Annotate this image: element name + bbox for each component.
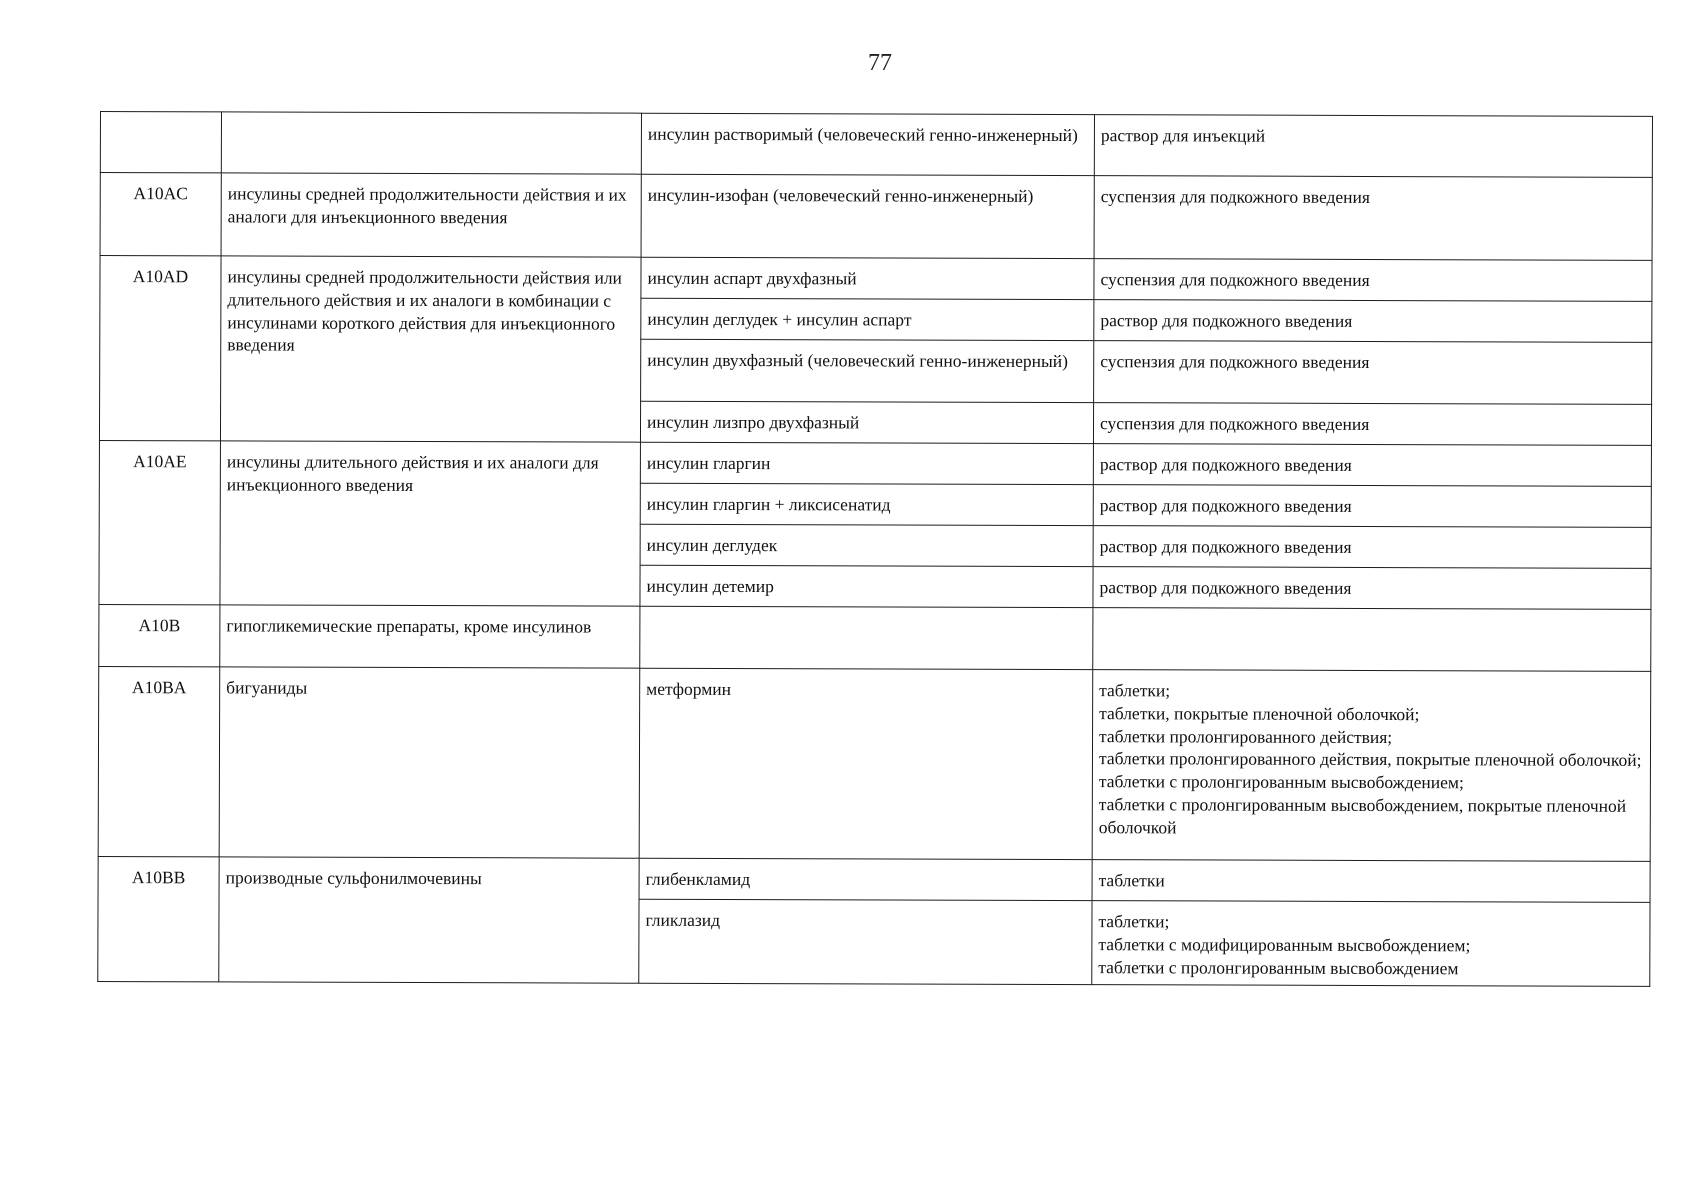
dosage-form-cell xyxy=(1093,608,1651,672)
dosage-form-cell xyxy=(1093,485,1651,528)
drug-table xyxy=(97,111,1653,987)
drug-name-cell: инсулин деглудек xyxy=(640,524,1093,566)
drug-group-cell: инсулины длительного действия и их аналоги для инъекционного введения xyxy=(220,441,641,606)
dosage-form-cell xyxy=(1094,341,1652,405)
drug-group-cell: гипогликемические препараты, кроме инсулинов xyxy=(220,605,640,668)
dosage-form-line: раствор для подкожного введения xyxy=(1099,495,1352,516)
atc-code-cell xyxy=(100,112,221,173)
drug-name-cell: инсулин детемир xyxy=(640,565,1093,607)
dosage-form-line: таблетки с модифицированным высвобождением; xyxy=(1098,933,1471,956)
table-row xyxy=(100,173,1652,261)
dosage-form-line: таблетки с пролонгированным высвобождением; xyxy=(1098,771,1464,793)
drug-name-cell: инсулин двухфазный (человеческий генно-инженерный) xyxy=(641,339,1094,402)
table-row xyxy=(100,112,1652,178)
dosage-form-line: суспензия для подкожного введения xyxy=(1100,351,1370,372)
dosage-form-list xyxy=(1101,124,1646,148)
dosage-form-line: таблетки; xyxy=(1098,911,1170,932)
dosage-form-cell xyxy=(1092,901,1650,987)
dosage-form-line: раствор для подкожного введения xyxy=(1099,577,1352,598)
atc-code-cell: A10BA xyxy=(98,666,220,856)
dosage-form-line: суспензия для подкожного введения xyxy=(1100,186,1371,207)
drug-group-cell: инсулины средней продолжительности действия и их аналоги для инъекционного введения xyxy=(221,173,641,257)
atc-code-cell: A10B xyxy=(99,604,220,666)
page-number: 77 xyxy=(868,50,892,76)
table-row xyxy=(98,856,1650,902)
dosage-form-line: таблетки пролонгированного действия; xyxy=(1099,725,1393,747)
atc-code-cell: A10AD xyxy=(99,256,221,441)
table-row xyxy=(99,440,1651,486)
dosage-form-list xyxy=(1100,309,1645,333)
drug-name-cell: метформин xyxy=(639,668,1093,859)
dosage-form-list xyxy=(1099,679,1644,840)
dosage-form-cell xyxy=(1093,567,1651,610)
atc-code-cell: A10AE xyxy=(99,440,221,604)
dosage-form-line: раствор для подкожного введения xyxy=(1100,310,1353,331)
dosage-form-line: таблетки xyxy=(1098,870,1165,891)
drug-name-cell xyxy=(640,606,1093,669)
drug-group-cell: производные сульфонилмочевины xyxy=(219,857,639,984)
dosage-form-cell xyxy=(1094,176,1652,261)
dosage-form-list xyxy=(1098,910,1643,980)
dosage-form-list xyxy=(1100,535,1645,559)
table-row xyxy=(100,256,1652,302)
drug-name-cell: гликлазид xyxy=(639,899,1092,985)
drug-name-cell: глибенкламид xyxy=(639,858,1092,900)
drug-name-cell: инсулин гларгин + ликсисенатид xyxy=(640,483,1093,525)
atc-code-cell: A10BB xyxy=(98,856,219,982)
dosage-form-list xyxy=(1100,350,1645,374)
table-body xyxy=(98,112,1653,987)
table-row xyxy=(98,666,1651,861)
drug-name-cell: инсулин растворимый (человеческий генно-инженерный) xyxy=(641,113,1094,175)
drug-group-cell xyxy=(221,112,641,174)
dosage-form-line: раствор для подкожного введения xyxy=(1099,536,1352,557)
drug-name-cell: инсулин лизпро двухфазный xyxy=(640,401,1093,443)
dosage-form-line: раствор для подкожного введения xyxy=(1099,454,1352,475)
dosage-form-list xyxy=(1101,185,1646,209)
dosage-form-line: таблетки; xyxy=(1099,680,1171,701)
dosage-form-cell xyxy=(1092,860,1650,903)
dosage-form-line: суспензия для подкожного введения xyxy=(1099,413,1370,434)
dosage-form-line: раствор для инъекций xyxy=(1100,125,1266,146)
dosage-form-line: таблетки пролонгированного действия, покрытые пленочной оболочкой; xyxy=(1098,748,1642,771)
dosage-form-list xyxy=(1100,453,1645,477)
dosage-form-list xyxy=(1099,869,1644,893)
dosage-form-list xyxy=(1099,617,1644,619)
dosage-form-list xyxy=(1100,412,1645,436)
dosage-form-cell xyxy=(1094,115,1652,178)
drug-name-cell: инсулин-изофан (человеческий генно-инженерный) xyxy=(641,174,1094,258)
dosage-form-line: таблетки, покрытые пленочной оболочкой; xyxy=(1099,702,1420,724)
dosage-form-line: таблетки с пролонгированным высвобождением, покрытые пленочной оболочкой xyxy=(1098,793,1627,837)
drug-name-cell: инсулин деглудек + инсулин аспарт xyxy=(641,298,1094,340)
dosage-form-cell xyxy=(1092,670,1651,862)
drug-name-cell: инсулин гларгин xyxy=(640,442,1093,484)
dosage-form-list xyxy=(1099,576,1644,600)
dosage-form-cell xyxy=(1094,259,1652,302)
table-wrapper xyxy=(97,111,1653,987)
atc-code-cell: A10AC xyxy=(100,173,221,256)
drug-name-cell: инсулин аспарт двухфазный xyxy=(641,257,1094,299)
dosage-form-cell xyxy=(1094,300,1652,343)
dosage-form-cell xyxy=(1093,403,1651,446)
dosage-form-list xyxy=(1100,268,1645,292)
drug-group-cell: инсулины средней продолжительности действия или длительного действия и их аналоги в комбинации с инсулинами короткого действия для инъекционного введения xyxy=(220,256,641,442)
dosage-form-cell xyxy=(1093,444,1651,487)
drug-group-cell: бигуаниды xyxy=(219,667,640,858)
dosage-form-list xyxy=(1100,494,1645,518)
table-row xyxy=(99,604,1651,671)
dosage-form-line: суспензия для подкожного введения xyxy=(1100,269,1370,290)
dosage-form-cell xyxy=(1093,526,1651,569)
dosage-form-line: таблетки с пролонгированным высвобождением xyxy=(1098,956,1459,978)
